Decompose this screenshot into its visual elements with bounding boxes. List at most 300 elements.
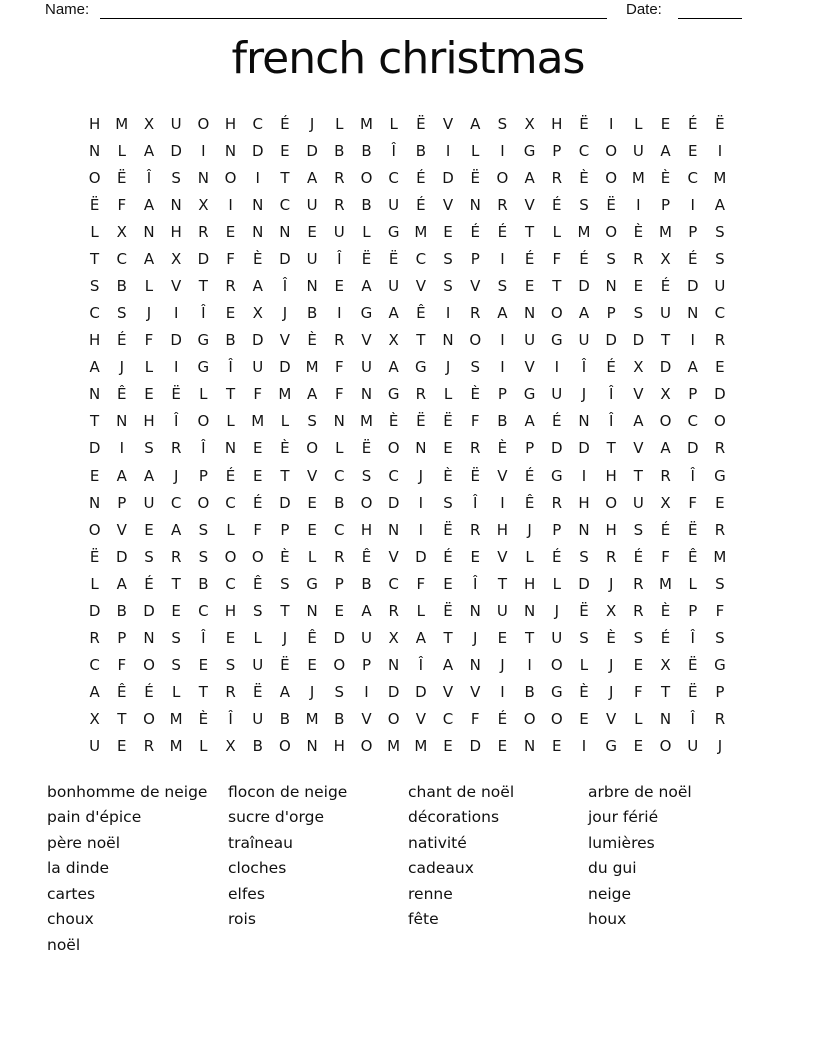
grid-cell: S: [89, 277, 100, 295]
grid-cell: I: [527, 656, 532, 675]
grid-cell: È: [660, 601, 671, 620]
grid-cell: G: [360, 304, 373, 323]
grid-cell: Î: [690, 629, 695, 648]
grid-cell: A: [660, 439, 671, 458]
grid-cell: I: [445, 304, 451, 323]
grid-cell: N: [415, 439, 427, 458]
grid-cell: O: [605, 222, 618, 241]
grid-cell: D: [415, 683, 427, 702]
grid-cell: Ë: [443, 601, 453, 620]
grid-cell: V: [497, 547, 508, 566]
grid-cell: R: [334, 331, 345, 350]
grid-cell: A: [361, 601, 372, 620]
grid-cell: I: [554, 358, 559, 377]
grid-cell: I: [418, 493, 424, 512]
grid-cell: A: [497, 304, 508, 323]
grid-cell: N: [469, 656, 481, 675]
grid-cell: S: [361, 466, 372, 485]
grid-cell: V: [442, 114, 454, 133]
grid-cell: N: [360, 385, 373, 404]
grid-cell: Î: [228, 358, 233, 377]
word-list-column: [228, 780, 347, 933]
grid-cell: T: [525, 222, 535, 241]
grid-cell: M: [387, 737, 401, 756]
grid-cell: R: [470, 304, 481, 323]
grid-cell: P: [552, 141, 562, 160]
grid-cell: N: [578, 520, 590, 539]
grid-cell: G: [387, 385, 400, 404]
grid-cell: V: [388, 547, 399, 566]
grid-cell: Ë: [361, 439, 372, 458]
grid-cell: T: [525, 629, 535, 648]
grid-cell: È: [443, 466, 453, 485]
grid-cell: Ë: [117, 168, 127, 187]
grid-cell: È: [280, 439, 290, 458]
grid-cell: L: [307, 547, 317, 566]
grid-cell: É: [552, 547, 562, 566]
word-item: jour férié: [588, 808, 659, 827]
grid-cell: R: [415, 385, 427, 404]
grid-cell: T: [90, 249, 100, 268]
grid-cell: J: [527, 520, 532, 539]
grid-cell: D: [143, 601, 155, 620]
grid-cell: G: [550, 331, 563, 350]
grid-cell: I: [717, 141, 723, 160]
grid-cell: D: [279, 249, 291, 268]
word-item: lumières: [588, 833, 655, 852]
grid-cell: J: [717, 737, 723, 756]
grid-cell: I: [608, 114, 614, 133]
grid-cell: F: [634, 683, 643, 702]
grid-cell: T: [443, 629, 453, 648]
grid-cell: I: [581, 466, 587, 485]
grid-cell: J: [445, 358, 451, 377]
grid-cell: U: [551, 385, 563, 404]
grid-cell: T: [633, 466, 643, 485]
grid-cell: P: [497, 385, 507, 404]
grid-cell: R: [225, 277, 236, 295]
grid-cell: C: [714, 304, 726, 323]
grid-cell: E: [334, 601, 345, 620]
grid-cell: A: [361, 277, 372, 295]
grid-cell: R: [633, 249, 644, 268]
grid-cell: V: [633, 439, 644, 458]
grid-cell: J: [608, 683, 614, 702]
grid-cell: E: [443, 574, 453, 593]
grid-cell: O: [550, 710, 563, 729]
grid-cell: P: [470, 249, 480, 268]
grid-cell: C: [170, 493, 182, 512]
grid-cell: V: [606, 710, 617, 729]
grid-cell: T: [171, 574, 181, 593]
grid-cell: J: [309, 114, 315, 133]
grid-cell: B: [198, 574, 209, 593]
grid-cell: É: [660, 277, 671, 295]
grid-cell: F: [470, 710, 480, 729]
grid-cell: P: [661, 195, 671, 214]
grid-cell: Ê: [252, 574, 263, 593]
word-item: houx: [588, 910, 627, 929]
grid-cell: E: [252, 466, 263, 485]
grid-cell: P: [688, 601, 698, 620]
word-item: rois: [228, 910, 256, 929]
grid-cell: Î: [690, 710, 695, 729]
word-item: choux: [47, 910, 94, 929]
grid-cell: C: [198, 601, 209, 620]
grid-cell: X: [225, 737, 236, 756]
grid-cell: X: [198, 195, 209, 214]
grid-cell: A: [252, 277, 263, 295]
grid-cell: Ê: [524, 493, 535, 512]
grid-cell: É: [443, 547, 453, 566]
grid-cell: O: [88, 168, 101, 187]
grid-cell: N: [88, 493, 101, 512]
grid-cell: X: [143, 114, 155, 133]
grid-cell: U: [714, 277, 726, 295]
grid-cell: L: [579, 656, 589, 675]
grid-cell: S: [198, 547, 209, 566]
grid-cell: D: [170, 331, 182, 350]
grid-cell: F: [416, 574, 426, 593]
grid-cell: Î: [282, 277, 288, 295]
grid-cell: J: [418, 466, 424, 485]
grid-cell: R: [714, 439, 726, 458]
grid-cell: R: [225, 683, 236, 702]
grid-cell: E: [633, 277, 644, 295]
grid-cell: P: [688, 385, 698, 404]
grid-cell: N: [88, 141, 101, 160]
grid-cell: G: [550, 466, 563, 485]
word-list: [0, 780, 816, 970]
grid-cell: U: [306, 249, 318, 268]
grid-cell: V: [171, 277, 182, 295]
grid-cell: C: [225, 574, 236, 593]
grid-cell: S: [443, 277, 453, 295]
grid-cell: G: [605, 737, 617, 756]
grid-cell: C: [442, 710, 454, 729]
word-item: arbre de noël: [588, 783, 692, 801]
grid-cell: P: [198, 466, 208, 485]
grid-cell: M: [713, 168, 727, 187]
grid-cell: L: [335, 114, 344, 133]
grid-cell: D: [551, 439, 563, 458]
grid-cell: E: [307, 493, 317, 512]
grid-cell: G: [523, 141, 536, 160]
grid-cell: C: [252, 114, 263, 133]
grid-cell: Î: [228, 710, 233, 729]
grid-cell: O: [279, 737, 291, 756]
grid-cell: T: [280, 466, 290, 485]
grid-cell: I: [173, 358, 179, 377]
grid-cell: H: [496, 520, 509, 539]
grid-cell: X: [171, 249, 182, 268]
grid-cell: È: [470, 385, 480, 404]
grid-cell: X: [660, 385, 671, 404]
grid-cell: E: [715, 493, 725, 512]
grid-cell: L: [199, 385, 208, 404]
grid-cell: O: [387, 439, 400, 458]
grid-cell: O: [224, 547, 237, 566]
grid-cell: U: [496, 601, 508, 620]
grid-cell: S: [633, 304, 644, 323]
grid-cell: A: [143, 195, 155, 214]
grid-cell: D: [605, 331, 617, 350]
grid-cell: Ê: [117, 385, 127, 404]
grid-cell: V: [361, 710, 372, 729]
grid-cell: N: [523, 601, 536, 620]
grid-cell: B: [334, 710, 345, 729]
grid-cell: M: [577, 222, 591, 241]
grid-cell: È: [606, 629, 616, 648]
grid-cell: D: [333, 629, 346, 648]
grid-cell: A: [388, 304, 399, 323]
grid-cell: O: [333, 656, 346, 675]
grid-cell: Î: [418, 656, 424, 675]
grid-cell: V: [306, 466, 318, 485]
grid-cell: Ë: [470, 168, 480, 187]
grid-cell: E: [307, 222, 317, 241]
grid-cell: V: [415, 277, 426, 295]
word-item: la dinde: [47, 859, 110, 878]
grid-cell: D: [387, 493, 400, 512]
grid-cell: U: [388, 195, 400, 214]
grid-cell: T: [198, 683, 208, 702]
grid-cell: È: [252, 249, 263, 268]
grid-cell: B: [116, 277, 127, 295]
grid-cell: P: [606, 304, 616, 323]
grid-cell: T: [497, 574, 507, 593]
grid-cell: U: [632, 493, 644, 512]
grid-cell: E: [687, 141, 698, 160]
grid-cell: Ê: [687, 547, 698, 566]
grid-cell: L: [226, 412, 235, 431]
grid-cell: È: [579, 683, 589, 702]
word-item: chant de noël: [408, 783, 515, 801]
word-item: noël: [47, 935, 81, 954]
grid-cell: U: [306, 195, 318, 214]
grid-cell: I: [636, 195, 641, 214]
grid-cell: I: [201, 141, 206, 160]
grid-cell: L: [144, 277, 154, 295]
grid-cell: D: [469, 737, 481, 756]
grid-cell: D: [442, 168, 454, 187]
grid-cell: È: [633, 222, 644, 241]
grid-cell: H: [224, 601, 237, 620]
grid-cell: P: [715, 683, 725, 702]
grid-cell: L: [280, 412, 290, 431]
grid-cell: C: [89, 656, 100, 675]
grid-cell: M: [713, 547, 727, 566]
grid-cell: F: [226, 249, 235, 268]
grid-cell: È: [198, 710, 209, 729]
word-item: nativité: [408, 833, 467, 852]
grid-cell: Î: [690, 466, 695, 485]
grid-cell: X: [524, 114, 535, 133]
grid-cell: E: [497, 629, 508, 648]
grid-cell: O: [659, 737, 672, 756]
grid-cell: É: [225, 466, 236, 485]
grid-cell: B: [334, 493, 345, 512]
grid-cell: R: [388, 601, 399, 620]
grid-cell: A: [143, 141, 155, 160]
grid-cell: I: [255, 168, 260, 187]
grid-cell: M: [169, 737, 183, 756]
grid-cell: X: [660, 249, 671, 268]
grid-cell: E: [225, 222, 236, 241]
grid-cell: S: [443, 249, 453, 268]
grid-cell: H: [605, 520, 617, 539]
grid-cell: Ë: [687, 656, 698, 675]
grid-cell: E: [307, 656, 317, 675]
grid-cell: È: [497, 439, 508, 458]
grid-cell: I: [690, 195, 695, 214]
grid-cell: R: [198, 222, 209, 241]
grid-cell: M: [659, 222, 672, 241]
grid-cell: S: [633, 629, 644, 648]
grid-cell: O: [523, 710, 536, 729]
grid-cell: Ë: [687, 520, 698, 539]
grid-cell: M: [169, 710, 183, 729]
grid-cell: O: [197, 412, 210, 431]
grid-cell: H: [578, 493, 590, 512]
grid-cell: R: [551, 168, 562, 187]
grid-cell: L: [634, 114, 643, 133]
grid-cell: A: [306, 385, 318, 404]
grid-cell: N: [469, 195, 481, 214]
grid-cell: R: [660, 466, 671, 485]
grid-cell: S: [171, 629, 181, 648]
word-item: neige: [588, 884, 632, 903]
grid-cell: S: [579, 629, 589, 648]
grid-cell: I: [500, 493, 505, 512]
word-list-column: [47, 780, 207, 958]
word-item: elfes: [228, 884, 265, 903]
name-label: Name:: [45, 1, 90, 18]
grid-cell: Ê: [361, 547, 372, 566]
grid-cell: D: [197, 249, 210, 268]
grid-cell: Î: [201, 304, 206, 323]
grid-cell: D: [578, 277, 590, 295]
grid-cell: V: [415, 710, 426, 729]
grid-cell: S: [579, 547, 589, 566]
grid-cell: B: [361, 574, 372, 593]
grid-cell: O: [306, 439, 318, 458]
name-blank-line: [100, 0, 607, 19]
word-item: cloches: [228, 859, 287, 878]
grid-cell: G: [197, 331, 210, 350]
grid-cell: N: [306, 601, 318, 620]
grid-cell: G: [387, 222, 400, 241]
grid-cell: Ë: [687, 683, 698, 702]
grid-cell: B: [252, 737, 263, 756]
grid-cell: Ë: [171, 385, 181, 404]
grid-cell: C: [687, 168, 698, 187]
grid-cell: E: [443, 439, 453, 458]
grid-cell: E: [252, 439, 263, 458]
grid-cell: D: [578, 574, 590, 593]
grid-cell: J: [146, 304, 152, 323]
word-item: renne: [408, 884, 453, 903]
grid-cell: P: [688, 222, 698, 241]
grid-cell: N: [442, 331, 454, 350]
worksheet-header: [0, 0, 816, 30]
grid-cell: I: [445, 141, 451, 160]
grid-cell: A: [89, 683, 100, 702]
grid-cell: N: [197, 168, 209, 187]
grid-cell: I: [500, 683, 505, 702]
grid-cell: U: [360, 629, 372, 648]
grid-cell: S: [225, 656, 236, 675]
grid-cell: Ë: [715, 114, 725, 133]
grid-cell: Ê: [117, 683, 127, 702]
grid-cell: E: [198, 656, 209, 675]
grid-cell: G: [306, 574, 318, 593]
grid-cell: X: [89, 710, 100, 729]
grid-cell: O: [550, 656, 563, 675]
grid-cell: R: [714, 710, 726, 729]
grid-cell: N: [143, 222, 155, 241]
grid-cell: S: [715, 574, 725, 593]
grid-cell: N: [224, 439, 237, 458]
grid-cell: R: [470, 520, 481, 539]
worksheet-title: french christmas: [231, 33, 585, 84]
grid-cell: V: [633, 385, 644, 404]
grid-cell: U: [143, 493, 155, 512]
grid-cell: T: [280, 168, 290, 187]
grid-cell: V: [524, 195, 535, 214]
grid-cell: L: [552, 222, 561, 241]
grid-cell: X: [388, 331, 399, 350]
grid-cell: G: [714, 656, 726, 675]
grid-cell: E: [225, 304, 236, 323]
grid-cell: I: [228, 195, 233, 214]
grid-cell: O: [143, 656, 155, 675]
grid-cell: X: [660, 656, 671, 675]
grid-cell: U: [578, 331, 590, 350]
grid-cell: X: [116, 222, 127, 241]
grid-cell: S: [144, 547, 154, 566]
grid-cell: L: [171, 683, 181, 702]
grid-cell: E: [144, 385, 154, 404]
grid-cell: J: [500, 656, 505, 675]
grid-cell: N: [388, 656, 400, 675]
grid-cell: R: [334, 195, 345, 214]
grid-cell: M: [359, 114, 373, 133]
grid-cell: H: [143, 412, 155, 431]
grid-cell: T: [117, 710, 127, 729]
grid-cell: D: [306, 141, 318, 160]
grid-cell: E: [280, 141, 290, 160]
grid-cell: B: [279, 710, 291, 729]
grid-cell: M: [631, 168, 645, 187]
grid-cell: Ë: [361, 249, 372, 268]
grid-cell: I: [337, 304, 342, 323]
grid-cell: E: [171, 601, 181, 620]
grid-cell: S: [334, 683, 345, 702]
word-item: cartes: [47, 884, 96, 903]
grid-cell: J: [119, 358, 124, 377]
grid-cell: A: [116, 574, 127, 593]
grid-cell: F: [715, 601, 725, 620]
grid-cell: L: [471, 141, 480, 160]
grid-cell: Î: [337, 249, 342, 268]
grid-cell: E: [470, 547, 480, 566]
grid-cell: É: [144, 683, 154, 702]
grid-cell: J: [282, 304, 288, 323]
grid-cell: A: [442, 656, 454, 675]
grid-cell: Ë: [388, 249, 399, 268]
grid-cell: N: [659, 710, 672, 729]
